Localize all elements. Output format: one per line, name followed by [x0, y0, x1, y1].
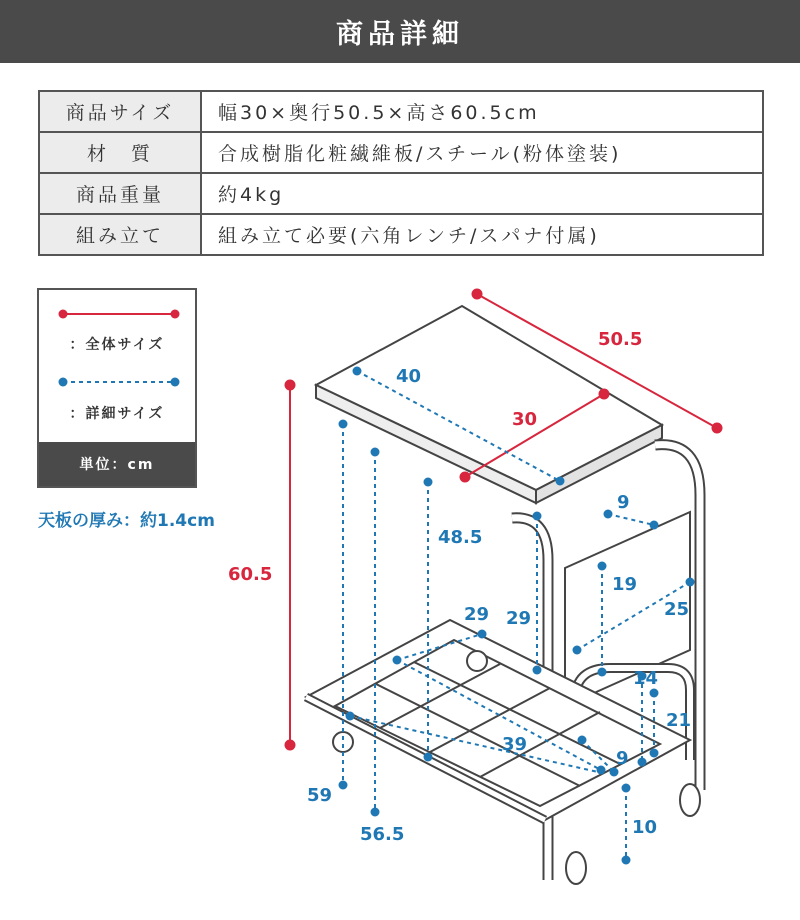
- dim-dot: [713, 424, 722, 433]
- dim-dot: [346, 712, 355, 721]
- dim-dot: [650, 749, 659, 758]
- spec-value: 組み立て必要(六角レンチ/スパナ付属): [201, 214, 763, 255]
- dim-dot: [556, 477, 565, 486]
- label-25: 25: [664, 599, 690, 620]
- dim-dot: [638, 758, 647, 767]
- caster-wheel: [680, 784, 700, 816]
- label-39: 39: [502, 734, 528, 755]
- label-56-5: 56.5: [360, 824, 405, 845]
- legend-overall-label: ：全体サイズ: [69, 337, 165, 353]
- dim-dot: [604, 510, 613, 519]
- cart-illustration: [306, 306, 700, 884]
- dim-dot: [371, 448, 380, 457]
- spec-row-material: [39, 132, 763, 173]
- spec-row-size: [39, 91, 763, 132]
- label-19: 19: [612, 574, 638, 595]
- caster-wheel: [566, 852, 586, 884]
- dim-dot: [461, 473, 470, 482]
- label-depth: 50.5: [598, 329, 643, 350]
- caster-wheel: [333, 732, 353, 752]
- spec-value: 合成樹脂化粧繊維板/スチール(粉体塗装): [201, 132, 763, 173]
- label-40: 40: [396, 366, 422, 387]
- spec-value: 幅30×奥行50.5×高さ60.5cm: [201, 91, 763, 132]
- label-height: 60.5: [228, 564, 273, 585]
- legend-detail-label: ：詳細サイズ: [69, 406, 165, 422]
- spec-value: 約4kg: [201, 173, 763, 214]
- label-9a: 9: [617, 492, 630, 513]
- label-14: 14: [633, 668, 659, 689]
- label-48-5: 48.5: [438, 527, 483, 548]
- dim-dot: [622, 784, 631, 793]
- dim-dot: [650, 689, 659, 698]
- label-59: 59: [307, 785, 333, 806]
- label-9b: 9: [616, 748, 629, 769]
- tabletop-thickness-note: 天板の厚み：約1.4cm: [38, 511, 215, 531]
- dim-line-9a: [608, 514, 654, 525]
- spec-key: 商品サイズ: [39, 91, 201, 132]
- dim-dot: [578, 736, 587, 745]
- dim-dot: [424, 753, 433, 762]
- dim-dot: [393, 656, 402, 665]
- spec-row-weight: [39, 173, 763, 214]
- dim-dot: [286, 381, 295, 390]
- label-width: 30: [512, 409, 538, 430]
- dim-dot: [600, 390, 609, 399]
- caster-wheel: [467, 651, 487, 671]
- dim-dot: [686, 578, 695, 587]
- dim-dot: [424, 478, 433, 487]
- label-21: 21: [666, 710, 692, 731]
- page-title: 商品詳細: [336, 19, 464, 50]
- dim-dot: [650, 521, 659, 530]
- label-10: 10: [632, 817, 658, 838]
- page-header: [0, 0, 800, 63]
- dim-dot: [286, 741, 295, 750]
- dim-dot: [598, 668, 607, 677]
- dim-dot: [353, 367, 362, 376]
- legend-unit: 単位：cm: [39, 442, 195, 486]
- spec-table: [38, 90, 764, 256]
- dim-dot: [597, 766, 606, 775]
- spec-key: 商品重量: [39, 173, 201, 214]
- dim-dot: [473, 290, 482, 299]
- spec-key: 材 質: [39, 132, 201, 173]
- dim-dot: [371, 808, 380, 817]
- dim-dot: [598, 562, 607, 571]
- dim-dot: [533, 512, 542, 521]
- label-29b: 29: [506, 608, 532, 629]
- dimension-diagram: [0, 280, 800, 920]
- dim-dot: [622, 856, 631, 865]
- dim-dot: [339, 420, 348, 429]
- dim-dot: [533, 666, 542, 675]
- spec-key: 組み立て: [39, 214, 201, 255]
- spec-row-assembly: [39, 214, 763, 255]
- label-29a: 29: [464, 604, 490, 625]
- dim-dot: [339, 781, 348, 790]
- dim-dot: [478, 630, 487, 639]
- dim-dot: [573, 646, 582, 655]
